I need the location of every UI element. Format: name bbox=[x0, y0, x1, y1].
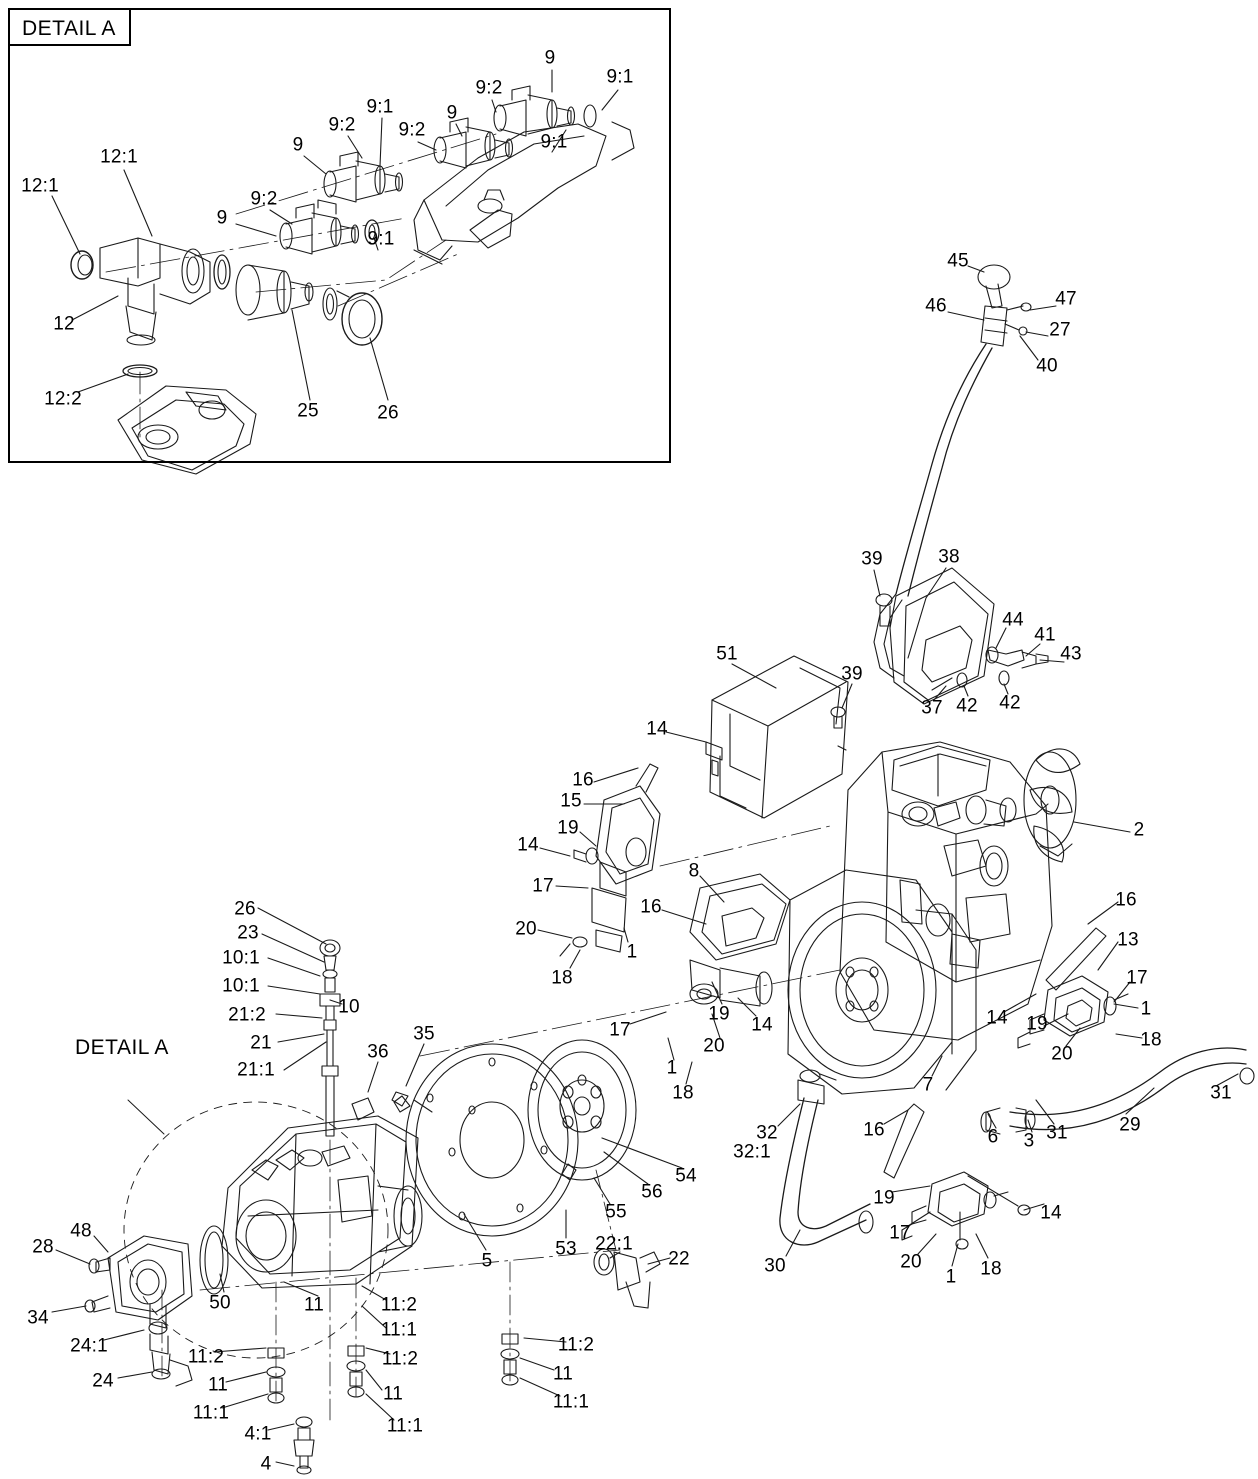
callout-label-2: 2 bbox=[1133, 819, 1145, 841]
callout-label-32: 32 bbox=[756, 1122, 778, 1144]
callout-label-44: 44 bbox=[1002, 609, 1024, 631]
callout-label-11-2: 11:2 bbox=[557, 1334, 595, 1356]
callout-label-18: 18 bbox=[672, 1082, 694, 1104]
callout-label-41: 41 bbox=[1034, 624, 1056, 646]
callout-label-7: 7 bbox=[922, 1074, 934, 1096]
callout-label-16: 16 bbox=[640, 896, 662, 918]
callout-label-12-1: 12:1 bbox=[100, 146, 138, 168]
callout-label-32-1: 32:1 bbox=[733, 1141, 771, 1163]
callout-label-30: 30 bbox=[764, 1255, 786, 1277]
callout-label-1: 1 bbox=[666, 1057, 678, 1079]
callout-label-29: 29 bbox=[1119, 1114, 1141, 1136]
callout-label-16: 16 bbox=[572, 769, 594, 791]
callout-label-12-1: 12:1 bbox=[21, 175, 59, 197]
callout-label-17: 17 bbox=[1126, 967, 1148, 989]
callout-label-1: 1 bbox=[1140, 998, 1152, 1020]
callout-label-43: 43 bbox=[1060, 643, 1082, 665]
callout-label-11: 11 bbox=[207, 1374, 229, 1396]
callout-label-42: 42 bbox=[999, 692, 1021, 714]
callout-label-38: 38 bbox=[938, 546, 960, 568]
callout-label-9: 9 bbox=[292, 134, 304, 156]
callout-label-26: 26 bbox=[377, 402, 399, 424]
callout-label-1: 1 bbox=[945, 1266, 957, 1288]
callout-label-9-1: 9:1 bbox=[367, 228, 395, 250]
callout-label-31: 31 bbox=[1210, 1082, 1232, 1104]
callout-label-4: 4 bbox=[260, 1453, 272, 1475]
callout-label-4-1: 4:1 bbox=[244, 1423, 272, 1445]
callout-label-11: 11 bbox=[303, 1294, 325, 1316]
callout-label-34: 34 bbox=[27, 1307, 49, 1329]
callout-label-9: 9 bbox=[544, 47, 556, 69]
callout-label-9-1: 9:1 bbox=[606, 66, 634, 88]
callout-label-16: 16 bbox=[1115, 889, 1137, 911]
callout-label-17: 17 bbox=[609, 1019, 631, 1041]
callout-label-24: 24 bbox=[92, 1370, 114, 1392]
callout-label-36: 36 bbox=[367, 1041, 389, 1063]
callout-label-54: 54 bbox=[675, 1165, 697, 1187]
callout-label-11-2: 11:2 bbox=[381, 1348, 419, 1370]
callout-label-45: 45 bbox=[947, 250, 969, 272]
callout-label-10-1: 10:1 bbox=[222, 975, 260, 997]
callout-label-22-1: 22:1 bbox=[595, 1233, 633, 1255]
callout-label-50: 50 bbox=[209, 1292, 231, 1314]
callout-label-11-1: 11:1 bbox=[552, 1391, 590, 1413]
detail-a-box bbox=[8, 8, 671, 463]
callout-label-24-1: 24:1 bbox=[70, 1335, 108, 1357]
callout-label-21: 21 bbox=[250, 1032, 272, 1054]
callout-label-40: 40 bbox=[1036, 355, 1058, 377]
detail-a-title: DETAIL A bbox=[22, 17, 116, 40]
callout-label-9-1: 9:1 bbox=[366, 96, 394, 118]
callout-label-17: 17 bbox=[889, 1222, 911, 1244]
detail-a-reference-label: DETAIL A bbox=[75, 1036, 169, 1059]
callout-label-56: 56 bbox=[641, 1181, 663, 1203]
callout-label-11-1: 11:1 bbox=[386, 1415, 424, 1437]
callout-label-11: 11 bbox=[552, 1363, 574, 1385]
callout-label-14: 14 bbox=[1040, 1202, 1062, 1224]
callout-label-12: 12 bbox=[53, 313, 75, 335]
callout-label-9: 9 bbox=[446, 102, 458, 124]
callout-label-20: 20 bbox=[1051, 1043, 1073, 1065]
callout-label-10: 10 bbox=[338, 996, 360, 1018]
callout-label-42: 42 bbox=[956, 695, 978, 717]
callout-label-47: 47 bbox=[1055, 288, 1077, 310]
callout-label-55: 55 bbox=[605, 1201, 627, 1223]
callout-label-6: 6 bbox=[987, 1126, 999, 1148]
callout-label-8: 8 bbox=[688, 860, 700, 882]
callout-label-27: 27 bbox=[1049, 319, 1071, 341]
callout-label-11: 11 bbox=[382, 1383, 404, 1405]
callout-label-11-2: 11:2 bbox=[380, 1294, 418, 1316]
callout-label-20: 20 bbox=[703, 1035, 725, 1057]
callout-label-35: 35 bbox=[413, 1023, 435, 1045]
callout-label-18: 18 bbox=[551, 967, 573, 989]
callout-label-28: 28 bbox=[32, 1236, 54, 1258]
callout-label-19: 19 bbox=[708, 1003, 730, 1025]
callout-label-39: 39 bbox=[841, 663, 863, 685]
callout-label-5: 5 bbox=[481, 1250, 493, 1272]
callout-label-11-2: 11:2 bbox=[187, 1346, 225, 1368]
callout-label-25: 25 bbox=[297, 400, 319, 422]
callout-label-9-2: 9:2 bbox=[398, 119, 426, 141]
callout-label-31: 31 bbox=[1046, 1122, 1068, 1144]
callout-label-20: 20 bbox=[900, 1251, 922, 1273]
callout-label-19: 19 bbox=[557, 817, 579, 839]
callout-label-9-2: 9:2 bbox=[250, 188, 278, 210]
callout-label-15: 15 bbox=[560, 790, 582, 812]
callout-label-51: 51 bbox=[716, 643, 738, 665]
callout-label-14: 14 bbox=[986, 1007, 1008, 1029]
callout-label-14: 14 bbox=[517, 834, 539, 856]
callout-label-19: 19 bbox=[1026, 1013, 1048, 1035]
callout-label-18: 18 bbox=[1140, 1029, 1162, 1051]
callout-label-48: 48 bbox=[70, 1220, 92, 1242]
callout-label-14: 14 bbox=[751, 1014, 773, 1036]
callout-label-1: 1 bbox=[626, 941, 638, 963]
callout-label-21-2: 21:2 bbox=[228, 1004, 266, 1026]
callout-label-10-1: 10:1 bbox=[222, 947, 260, 969]
callout-label-46: 46 bbox=[925, 295, 947, 317]
callout-label-9-2: 9:2 bbox=[328, 114, 356, 136]
callout-label-9-2: 9:2 bbox=[475, 77, 503, 99]
callout-label-3: 3 bbox=[1023, 1130, 1035, 1152]
callout-label-19: 19 bbox=[873, 1187, 895, 1209]
callout-label-37: 37 bbox=[921, 697, 943, 719]
callout-label-11-1: 11:1 bbox=[380, 1319, 418, 1341]
callout-label-21-1: 21:1 bbox=[237, 1059, 275, 1081]
callout-label-20: 20 bbox=[515, 918, 537, 940]
callout-label-13: 13 bbox=[1117, 929, 1139, 951]
callout-label-53: 53 bbox=[555, 1238, 577, 1260]
callout-label-11-1: 11:1 bbox=[192, 1402, 230, 1424]
callout-label-17: 17 bbox=[532, 875, 554, 897]
callout-label-39: 39 bbox=[861, 548, 883, 570]
callout-label-16: 16 bbox=[863, 1119, 885, 1141]
callout-label-9-1: 9:1 bbox=[540, 131, 568, 153]
callout-label-18: 18 bbox=[980, 1258, 1002, 1280]
callout-label-23: 23 bbox=[237, 922, 259, 944]
callout-label-9: 9 bbox=[216, 207, 228, 229]
callout-label-14: 14 bbox=[646, 718, 668, 740]
callout-label-12-2: 12:2 bbox=[44, 388, 82, 410]
callout-label-26: 26 bbox=[234, 898, 256, 920]
callout-label-22: 22 bbox=[668, 1248, 690, 1270]
